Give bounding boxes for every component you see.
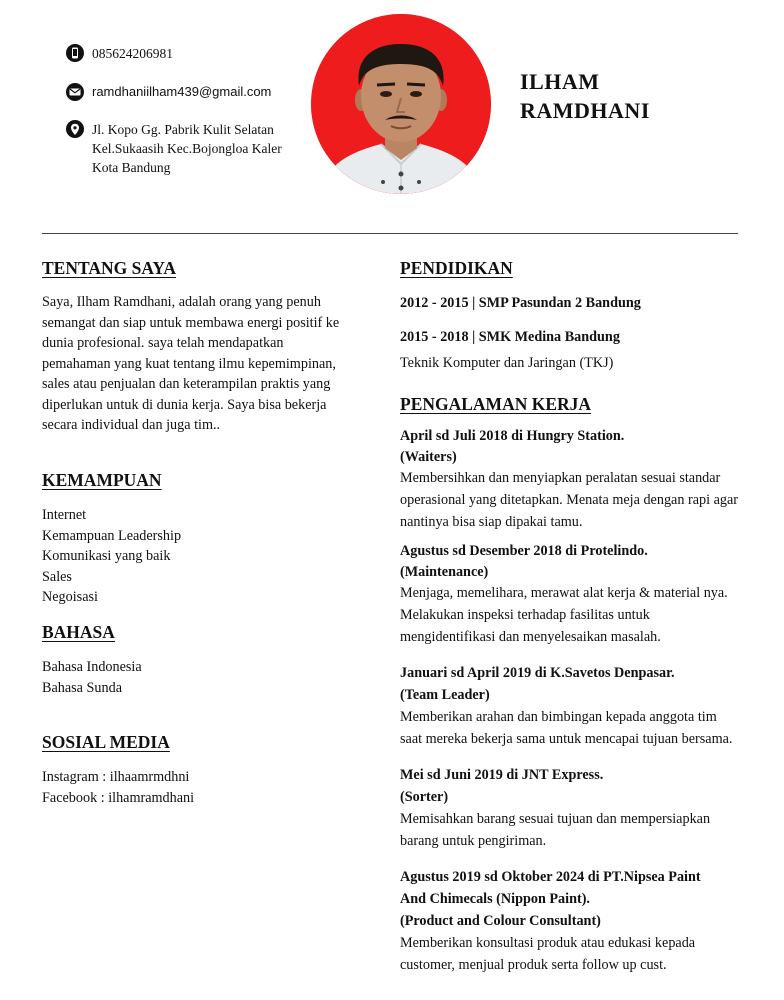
contact-phone (66, 44, 173, 63)
name-line: ILHAM (520, 69, 600, 94)
social-title: SOSIAL MEDIA (42, 732, 170, 752)
job-heading: Januari sd April 2019 di K.Savetos Denpasar. (400, 665, 675, 681)
skills-list (42, 505, 352, 608)
address-line: Jl. Kopo Gg. Pabrik Kulit Selatan (92, 122, 274, 137)
job-description: Memberikan arahan dan bimbingan kepada anggota tim saat mereka bekerja sama untuk mencapai tujuan bersama. (400, 709, 733, 747)
list-item: Sales (42, 568, 72, 585)
job-entry (400, 662, 740, 750)
skills-section (42, 468, 352, 608)
skills-title: KEMAMPUAN (42, 470, 162, 490)
job-heading: Mei sd Juni 2019 di JNT Express. (400, 767, 604, 783)
location-pin-icon (66, 120, 84, 138)
job-entry (400, 764, 740, 852)
languages-title: BAHASA (42, 622, 115, 642)
education-section (400, 256, 740, 374)
job-entry (400, 426, 740, 533)
about-section (42, 256, 352, 436)
job-description: Memisahkan barang sesuai tujuan dan mempersiapkan barang untuk pengiriman. (400, 811, 711, 849)
education-heading: 2015 - 2018 | SMK Medina Bandung (400, 328, 620, 345)
about-text: Saya, Ilham Ramdhani, adalah orang yang penuh semangat dan siap untuk membawa energi positif ke dunia profesional. saya telah mendapatkan pemahaman yang kuat tentang ilmu kepemimpinan, sales atau penjualan dan keterampilan praktis yang diperlukan untuk di dunia kerja. Saya bisa bekerja secara individual dan juga tim.. (42, 294, 340, 433)
job-entry (400, 866, 740, 976)
profile-photo (311, 14, 491, 194)
job-description: Membersihkan dan menyiapkan peralatan sesuai standar operasional yang ditetapkan. Menata meja dengan rapi agar nantinya bisa siap dipakai tamu. (400, 470, 738, 530)
contact-email (66, 82, 271, 101)
phone-number: 085624206981 (92, 46, 173, 61)
experience-title: PENGALAMAN KERJA (400, 394, 592, 414)
list-item: Instagram : ilhaamrmdhni (42, 769, 190, 785)
languages-list (42, 657, 352, 698)
full-name (520, 67, 650, 125)
education-heading: 2012 - 2015 | SMP Pasundan 2 Bandung (400, 295, 641, 311)
education-detail: Teknik Komputer dan Jaringan (TKJ) (400, 355, 614, 371)
address-lines (92, 120, 282, 177)
mail-icon (66, 83, 84, 101)
header-divider (42, 233, 738, 234)
list-item: Kemampuan Leadership (42, 527, 182, 544)
job-description: Menjaga, memelihara, merawat alat kerja & material nya. Melakukan inspeksi terhadap fasilitas untuk mengidentifikasi dan menyelesaikan masalah. (400, 585, 728, 645)
list-item: Bahasa Sunda (42, 679, 122, 696)
job-heading: Agustus 2019 sd Oktober 2024 di PT.Nipsea Paint (400, 869, 701, 885)
job-entry (400, 541, 740, 648)
phone-icon (66, 44, 84, 62)
list-item: Komunikasi yang baik (42, 548, 171, 564)
contact-address (66, 120, 282, 177)
portrait-illustration (311, 14, 491, 194)
job-role: (Product and Colour Consultant) (400, 913, 601, 929)
social-section (42, 730, 352, 808)
about-title: TENTANG SAYA (42, 258, 177, 278)
name-line: RAMDHANI (520, 98, 650, 123)
languages-section (42, 620, 352, 698)
job-role: (Waiters) (400, 448, 457, 465)
list-item: Bahasa Indonesia (42, 659, 142, 675)
list-item: Facebook : ilhamramdhani (42, 789, 195, 806)
job-role: (Maintenance) (400, 563, 489, 580)
job-heading: Agustus sd Desember 2018 di Protelindo. (400, 543, 648, 559)
address-line: Kota Bandung (92, 160, 171, 175)
list-item: Internet (42, 507, 87, 523)
job-heading-cont: And Chimecals (Nippon Paint). (400, 891, 590, 907)
list-item: Negoisasi (42, 589, 98, 605)
social-list (42, 767, 352, 808)
address-line: Kel.Sukaasih Kec.Bojongloa Kaler (92, 141, 282, 156)
education-title: PENDIDIKAN (400, 258, 513, 278)
job-role: (Team Leader) (400, 687, 490, 703)
email-address: ramdhaniilham439@gmail.com (92, 84, 272, 99)
job-role: (Sorter) (400, 789, 449, 805)
job-description: Memberikan konsultasi produk atau edukasi kepada customer, menjual produk serta follow up cust. (400, 935, 696, 973)
job-heading: April sd Juli 2018 di Hungry Station. (400, 428, 625, 444)
experience-section (400, 392, 740, 976)
